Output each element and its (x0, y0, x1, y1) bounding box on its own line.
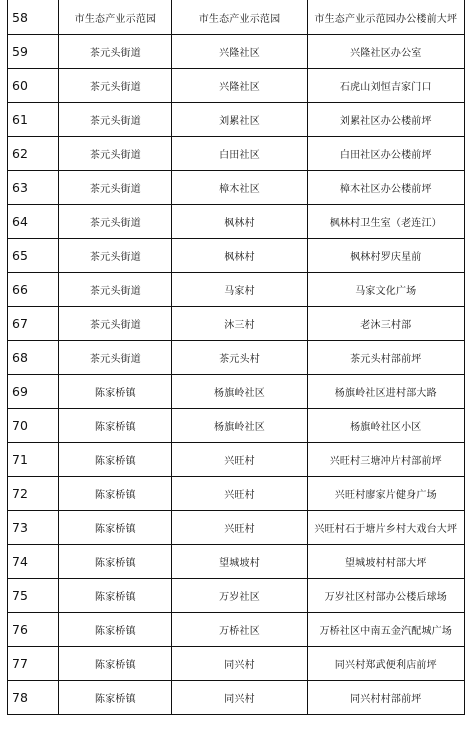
cell-number: 67 (8, 307, 59, 341)
cell-number: 59 (8, 35, 59, 69)
table-row (8, 137, 465, 171)
cell-number: 65 (8, 239, 59, 273)
table-row (8, 375, 465, 409)
cell-number: 69 (8, 375, 59, 409)
cell-street: 茶元头街道 (59, 273, 172, 307)
cell-street: 陈家桥镇 (59, 375, 172, 409)
cell-street: 茶元头街道 (59, 35, 172, 69)
cell-community: 市生态产业示范园 (172, 0, 307, 35)
cell-location: 老沐三村部 (307, 307, 464, 341)
cell-community: 兴旺村 (172, 511, 307, 545)
cell-number: 76 (8, 613, 59, 647)
cell-community: 兴旺村 (172, 443, 307, 477)
cell-community: 兴旺村 (172, 477, 307, 511)
cell-number: 74 (8, 545, 59, 579)
table-row (8, 579, 465, 613)
cell-number: 61 (8, 103, 59, 137)
cell-location: 望城坡村村部大坪 (307, 545, 464, 579)
table-row (8, 477, 465, 511)
cell-street: 陈家桥镇 (59, 681, 172, 715)
cell-location: 兴旺村石于塘片乡村大戏台大坪 (307, 511, 464, 545)
locations-table (7, 0, 465, 715)
cell-location: 杨旗岭社区进村部大路 (307, 375, 464, 409)
cell-street: 茶元头街道 (59, 341, 172, 375)
cell-location: 兴隆社区办公室 (307, 35, 464, 69)
table-row (8, 545, 465, 579)
cell-street: 陈家桥镇 (59, 511, 172, 545)
cell-community: 望城坡村 (172, 545, 307, 579)
table-row (8, 681, 465, 715)
table-row (8, 341, 465, 375)
cell-number: 75 (8, 579, 59, 613)
cell-location: 樟木社区办公楼前坪 (307, 171, 464, 205)
cell-community: 杨旗岭社区 (172, 375, 307, 409)
cell-location: 同兴村郑武便利店前坪 (307, 647, 464, 681)
cell-community: 沐三村 (172, 307, 307, 341)
cell-location: 万桥社区中南五金汽配城广场 (307, 613, 464, 647)
table-row (8, 273, 465, 307)
cell-community: 樟木社区 (172, 171, 307, 205)
table-row (8, 647, 465, 681)
cell-number: 78 (8, 681, 59, 715)
cell-location: 枫林村卫生室（老连江） (307, 205, 464, 239)
table-row (8, 35, 465, 69)
cell-location: 同兴村村部前坪 (307, 681, 464, 715)
cell-number: 62 (8, 137, 59, 171)
table-body (8, 0, 465, 715)
cell-number: 70 (8, 409, 59, 443)
cell-community: 万桥社区 (172, 613, 307, 647)
cell-street: 陈家桥镇 (59, 545, 172, 579)
table-row (8, 409, 465, 443)
table-row (8, 511, 465, 545)
cell-street: 陈家桥镇 (59, 443, 172, 477)
cell-street: 茶元头街道 (59, 171, 172, 205)
cell-community: 白田社区 (172, 137, 307, 171)
cell-location: 万岁社区村部办公楼后球场 (307, 579, 464, 613)
cell-number: 66 (8, 273, 59, 307)
cell-street: 陈家桥镇 (59, 409, 172, 443)
cell-street: 市生态产业示范园 (59, 0, 172, 35)
cell-community: 马家村 (172, 273, 307, 307)
cell-number: 73 (8, 511, 59, 545)
table-row (8, 69, 465, 103)
cell-street: 陈家桥镇 (59, 579, 172, 613)
cell-number: 71 (8, 443, 59, 477)
table-row (8, 239, 465, 273)
cell-community: 兴隆社区 (172, 35, 307, 69)
cell-community: 同兴村 (172, 681, 307, 715)
table-row (8, 613, 465, 647)
cell-number: 72 (8, 477, 59, 511)
cell-street: 陈家桥镇 (59, 477, 172, 511)
table-row (8, 443, 465, 477)
cell-community: 同兴村 (172, 647, 307, 681)
cell-community: 枫林村 (172, 239, 307, 273)
cell-community: 万岁社区 (172, 579, 307, 613)
table-row (8, 205, 465, 239)
table-row (8, 307, 465, 341)
cell-number: 77 (8, 647, 59, 681)
cell-street: 茶元头街道 (59, 103, 172, 137)
cell-street: 茶元头街道 (59, 69, 172, 103)
cell-number: 58 (8, 0, 59, 35)
cell-location: 兴旺村三塘冲片村部前坪 (307, 443, 464, 477)
cell-community: 刘累社区 (172, 103, 307, 137)
cell-number: 68 (8, 341, 59, 375)
cell-street: 茶元头街道 (59, 307, 172, 341)
cell-community: 杨旗岭社区 (172, 409, 307, 443)
table-row (8, 171, 465, 205)
cell-location: 杨旗岭社区小区 (307, 409, 464, 443)
cell-community: 兴隆社区 (172, 69, 307, 103)
cell-location: 石虎山刘恒吉家门口 (307, 69, 464, 103)
table-row (8, 103, 465, 137)
cell-location: 市生态产业示范园办公楼前大坪 (307, 0, 464, 35)
cell-location: 兴旺村廖家片健身广场 (307, 477, 464, 511)
cell-number: 64 (8, 205, 59, 239)
cell-number: 63 (8, 171, 59, 205)
cell-community: 枫林村 (172, 205, 307, 239)
cell-location: 茶元头村部前坪 (307, 341, 464, 375)
cell-location: 枫林村罗庆星前 (307, 239, 464, 273)
cell-street: 茶元头街道 (59, 137, 172, 171)
cell-street: 茶元头街道 (59, 205, 172, 239)
cell-location: 刘累社区办公楼前坪 (307, 103, 464, 137)
cell-street: 陈家桥镇 (59, 647, 172, 681)
cell-street: 茶元头街道 (59, 239, 172, 273)
cell-location: 马家文化广场 (307, 273, 464, 307)
cell-number: 60 (8, 69, 59, 103)
cell-street: 陈家桥镇 (59, 613, 172, 647)
table-row (8, 0, 465, 35)
cell-location: 白田社区办公楼前坪 (307, 137, 464, 171)
cell-community: 茶元头村 (172, 341, 307, 375)
